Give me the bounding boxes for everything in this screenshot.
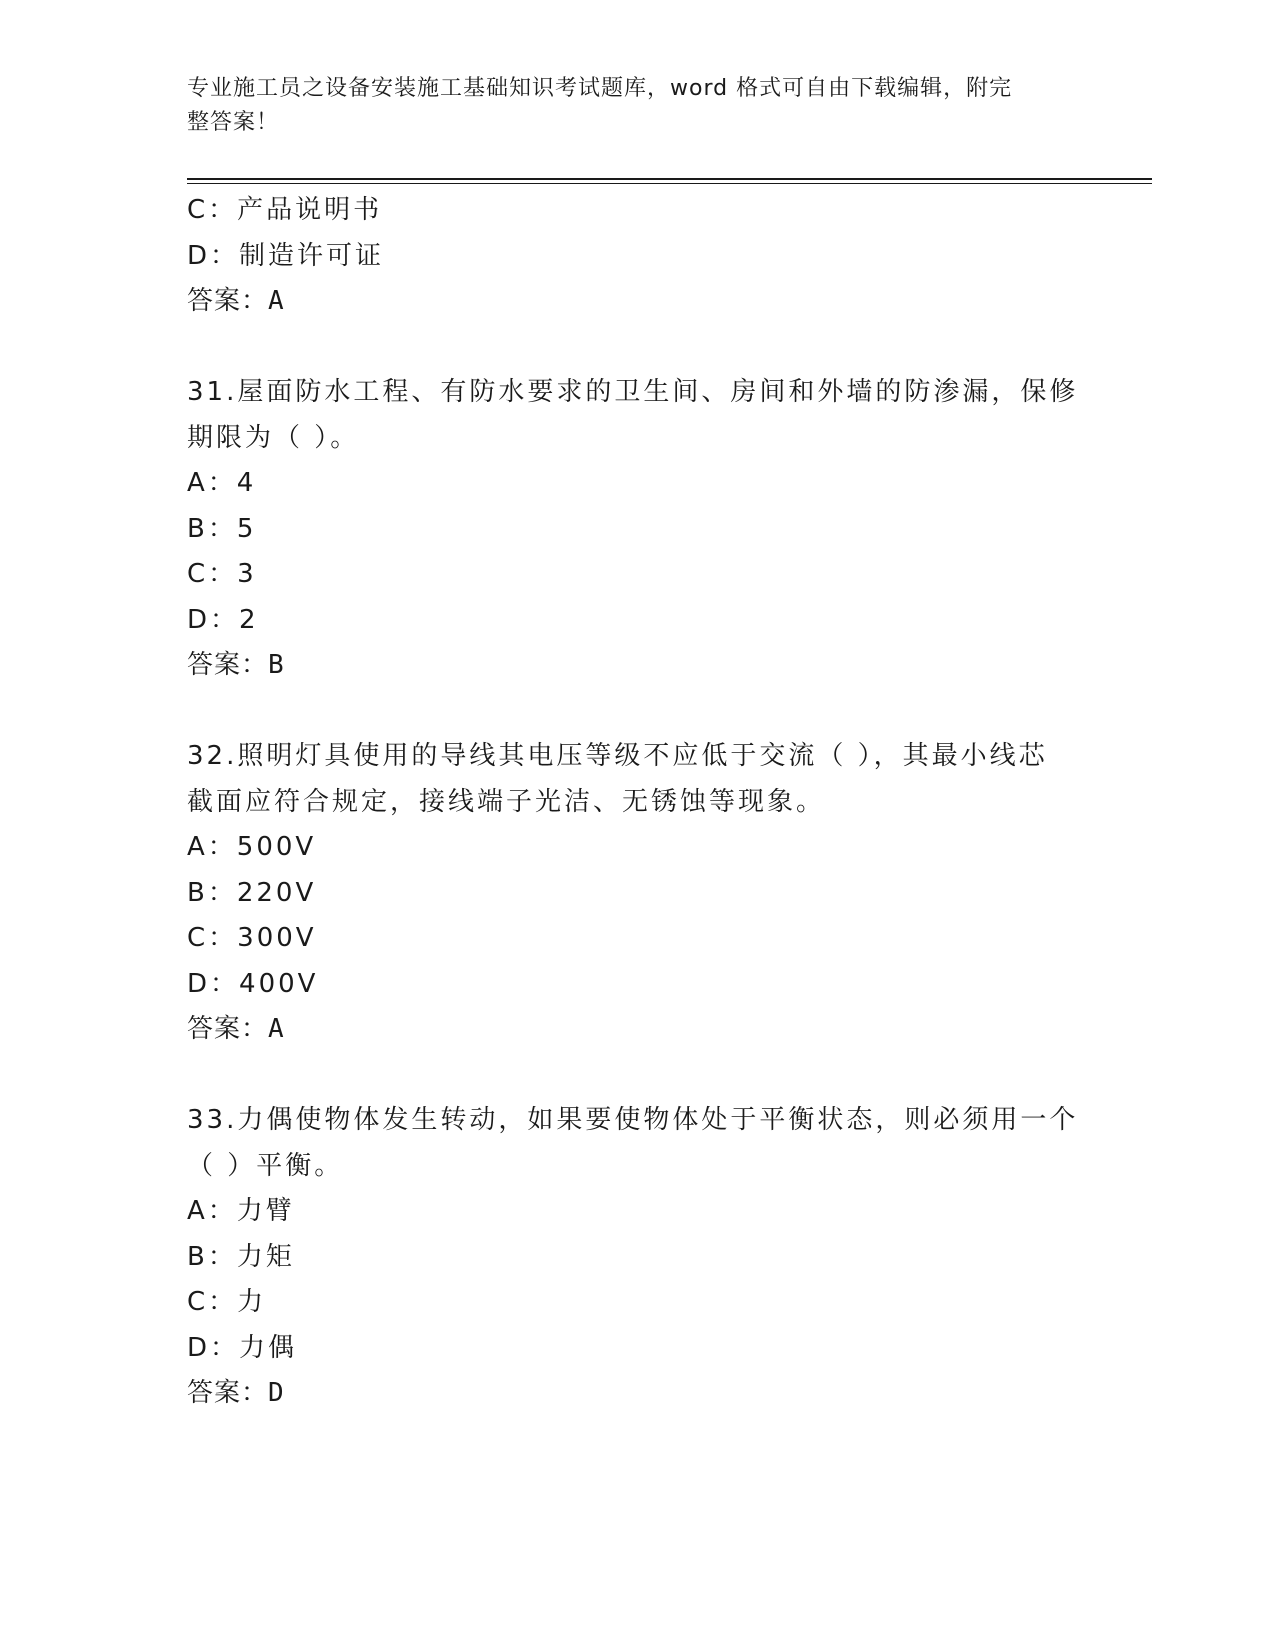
option-d: D：2 <box>187 604 259 635</box>
question-text-line-2: （ ）平衡。 <box>187 1150 344 1181</box>
question-31 <box>187 370 1087 689</box>
option-d: D：制造许可证 <box>187 240 385 271</box>
answer-line: 答案：A <box>187 1014 285 1044</box>
question-text-line-1: 31.屋面防水工程、有防水要求的卫生间、房间和外墙的防渗漏，保修 <box>187 377 1079 407</box>
option-c: C：300V <box>187 923 317 953</box>
option-d: D：400V <box>187 968 319 999</box>
option-a: A：4 <box>187 468 257 498</box>
answer-line: 答案：A <box>187 286 285 316</box>
document-body <box>187 188 1087 1417</box>
option-a: A：力臂 <box>187 1196 295 1226</box>
question-text-line-2: 期限为（ ）。 <box>187 422 360 453</box>
option-b: B：5 <box>187 513 257 544</box>
header-line-1: 专业施工员之设备安装施工基础知识考试题库，word 格式可自由下载编辑，附完 <box>187 76 1013 101</box>
spacer <box>187 325 1087 371</box>
question-text-line-2: 截面应符合规定，接线端子光洁、无锈蚀等现象。 <box>187 786 826 817</box>
question-30-tail <box>187 188 1087 325</box>
header-line-2: 整答案！ <box>187 110 280 135</box>
option-c: C：力 <box>187 1287 267 1317</box>
document-header <box>187 72 1067 140</box>
header-divider-thick <box>187 178 1152 180</box>
spacer <box>187 1053 1087 1099</box>
answer-line: 答案：B <box>187 650 285 680</box>
header-divider-thin <box>187 183 1152 184</box>
question-32 <box>187 734 1087 1053</box>
option-b: B：力矩 <box>187 1241 295 1272</box>
option-b: B：220V <box>187 877 317 908</box>
answer-line: 答案：D <box>187 1378 285 1408</box>
question-text-line-1: 33.力偶使物体发生转动，如果要使物体处于平衡状态，则必须用一个 <box>187 1105 1079 1135</box>
spacer <box>187 689 1087 735</box>
question-33 <box>187 1098 1087 1417</box>
question-text-line-1: 32.照明灯具使用的导线其电压等级不应低于交流（ ），其最小线芯 <box>187 741 1048 771</box>
option-c: C：产品说明书 <box>187 195 383 225</box>
option-c: C：3 <box>187 559 257 589</box>
option-d: D：力偶 <box>187 1332 298 1363</box>
option-a: A：500V <box>187 832 317 862</box>
